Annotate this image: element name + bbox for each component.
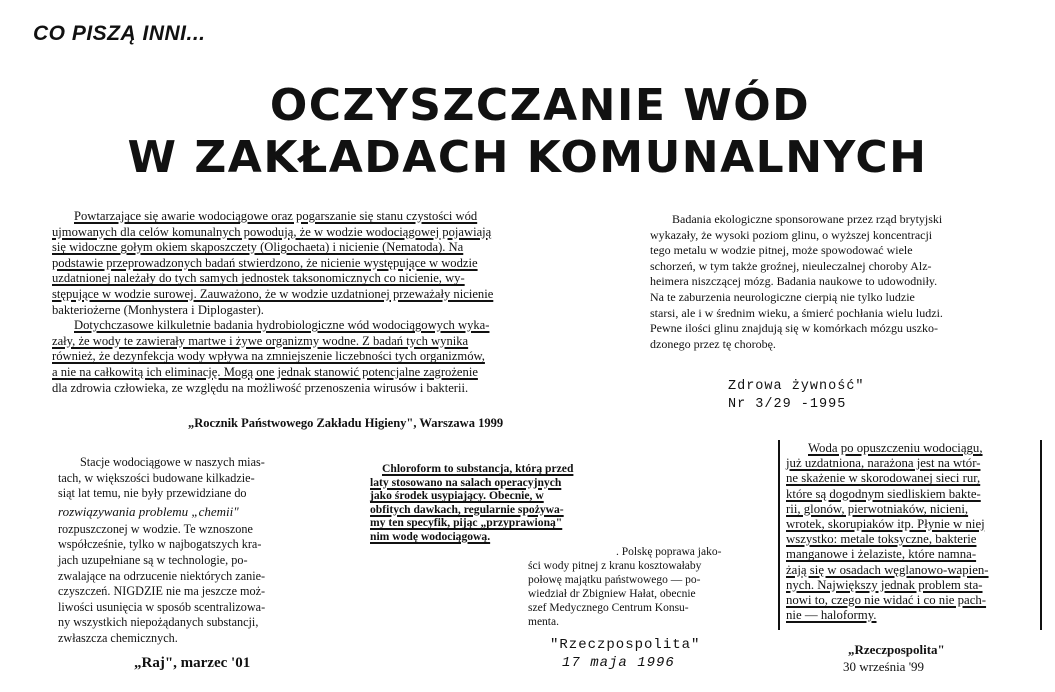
clip-raj-source: „Raj", marzec '01 (134, 655, 251, 671)
text-line: nowi to, czego nie widać i co nie pach- (786, 593, 987, 608)
text-line: Pewne ilości glinu znajdują się w komórkach mózgu uszko- (650, 321, 938, 336)
text-line: rii, glonów, pierwotniaków, nicieni, (786, 501, 969, 516)
text-line: heimera niszczącej mózg. Badania naukowe to udowodniły. (650, 274, 938, 289)
text-line: stępujące w wodzie surowej. Zauważono, że w wodzie uzdatnionej przeważały nicienie (52, 286, 494, 301)
text-line: Stacje wodociągowe w naszych mias- (80, 455, 265, 469)
text-line: się widoczne gołym okiem skąposzczety (Oligochaeta) i nicienie (Nematoda). Na (52, 240, 464, 255)
text-line: również, że dezynfekcja wody wpływa na zmniejszenie liczebności tych organizmów, (52, 349, 485, 364)
clip-raj (58, 455, 304, 647)
text-line: Powtarzające się awarie wodociągowe oraz pogarszanie się stanu czystości wód (74, 209, 478, 223)
text-line: laty stosowano na salach operacyjnych (370, 475, 562, 489)
text-line: Badania ekologiczne sponsorowane przez rząd brytyjski (672, 212, 943, 226)
clip-zdrowa-zywnosc (650, 212, 1008, 352)
text-line: jako środek usypiający. Obecnie, w (370, 489, 544, 503)
text-line: siąt lat temu, nie były przewidziane do (58, 486, 247, 501)
clip-rzeczpospolita-bracket-right (1040, 440, 1042, 630)
headline-line-2: W ZAKŁADACH KOMUNALNYCH (127, 132, 928, 183)
text-line: obfitych dawkach, regularnie spożywa- (370, 502, 564, 516)
clip-halat-source-2: 17 maja 1996 (562, 655, 675, 671)
text-line: połowę majątku państwowego — po- (528, 574, 701, 586)
clip-rocznik-source: „Rocznik Państwowego Zakładu Higieny", Warszawa 1999 (188, 416, 504, 430)
text-line: zwłaszcza chemicznych. (58, 630, 178, 645)
text-line: szef Medycznego Centrum Konsu- (528, 602, 689, 614)
text-line: już uzdatniona, narażona jest na wtór- (786, 456, 981, 471)
text-line: nie — haloformy. (786, 608, 877, 623)
clip-rzeczpospolita-source-1: „Rzeczpospolita" (848, 642, 945, 657)
text-line: jach uzupełniane są w technologie, po- (58, 552, 248, 567)
clip-halat (528, 545, 743, 629)
text-line: ny wszystkich niepożądanych substancji, (58, 615, 259, 630)
text-line: nych. Największy jednak problem sta- (786, 577, 983, 592)
text-line: tach, w większości budowane kilkadzie- (58, 470, 255, 485)
clip-rzeczpospolita-source-2: 30 września '99 (843, 659, 925, 674)
clip-rocznik (52, 209, 576, 396)
text-line: a nie na całkowitą ich eliminację. Mogą one jednak stanowić potencjalne zagrożenie (52, 364, 478, 379)
text-line: wrotek, skorupiaków itp. Płynie w niej (786, 517, 985, 532)
text-line: liwości usunięcia w sposób scentralizowa- (58, 599, 266, 614)
text-line: współcześnie, tylko w najbogatszych kra- (58, 537, 262, 552)
text-line: żają się w osadach węglanowo-wapien- (786, 562, 989, 577)
text-line: manganowe i żelaziste, które namna- (786, 547, 977, 562)
text-line: czyszczeń. NIGDZIE nie ma jeszcze moż- (58, 584, 266, 599)
text-line: nim wodę wodociągową. (370, 529, 491, 543)
clip-rocznik-para-1 (52, 209, 576, 318)
text-line: dla zdrowia człowieka, ze względu na możliwość przenoszenia wirusów i bakterii. (52, 380, 469, 395)
text-line: które są dogodnym siedliskiem bakte- (786, 486, 981, 501)
clip-rzeczpospolita (786, 441, 1031, 623)
text-line: my ten specyfik, pijąc „przyprawioną" (370, 516, 563, 530)
text-line: uzdatnionej należały do tych samych jednostek taksonomicznych co nicienie, wy- (52, 271, 465, 286)
text-line: tego metalu w wodzie pitnej, może spowodować wiele (650, 243, 913, 258)
text-line: Na te zaburzenia neurologiczne cierpią nie tylko ludzie (650, 289, 915, 304)
text-line: Dotychczasowe kilkuletnie badania hydrobiologiczne wód wodociągowych wyka- (74, 318, 490, 333)
text-line: dzonego przez tę chorobę. (650, 336, 776, 351)
headline-line-1: OCZYSZCZANIE WÓD (269, 80, 811, 131)
text-line: wykazały, że wysoki poziom glinu, o wyższej koncentracji (650, 227, 933, 242)
text-line: . Polskę poprawa jako- (616, 546, 722, 558)
clip-zdrowa-zywnosc-source-1: Zdrowa żywność" (728, 379, 865, 394)
text-line: Woda po opuszczeniu wodociągu, (808, 441, 983, 455)
text-line: schorzeń, w tym także groźnej, nieuleczalnej choroby Alz- (650, 258, 932, 273)
text-line: zwalające na odrzucenie niektórych zanie- (58, 568, 266, 583)
text-line: menta. (528, 616, 559, 628)
text-line: ne skażenie w skorodowanej sieci rur, (786, 471, 981, 486)
text-line: wszystko: metale toksyczne, bakterie (786, 532, 977, 547)
text-line: ujmowanych dla celów komunalnych powodują, że w wodzie wodociągowej pojawiają (52, 224, 492, 239)
clip-zdrowa-zywnosc-source-2: Nr 3/29 -1995 (728, 397, 847, 412)
clip-chloroform (370, 462, 595, 544)
text-line: zały, że wody te zawierały martwe i żywe organizmy wodne. Z badań tych wynika (52, 333, 469, 348)
text-line: bakteriożerne (Monhystera i Diplogaster). (52, 302, 264, 317)
text-line: starsi, ale i w średnim wieku, a śmierć pochłania wielu ludzi. (650, 305, 943, 320)
text-line: Chloroform to substancja, którą przed (382, 462, 574, 475)
section-kicker: CO PISZĄ INNI... (33, 22, 206, 45)
clip-rocznik-para-2 (52, 318, 576, 396)
text-line: ści wody pitnej z kranu kosztowałaby (528, 560, 702, 572)
text-line: rozwiązywania problemu „chemii" (58, 503, 239, 519)
clip-halat-source-1: "Rzeczpospolita" (550, 637, 701, 653)
text-line: wiedział dr Zbigniew Hałat, obecnie (528, 588, 696, 600)
text-line: podstawie przeprowadzonych badań stwierdzono, że nicienie występujące w wodzie (52, 255, 478, 270)
text-line: rozpuszczonej w wodzie. Te wznoszone (58, 521, 253, 536)
